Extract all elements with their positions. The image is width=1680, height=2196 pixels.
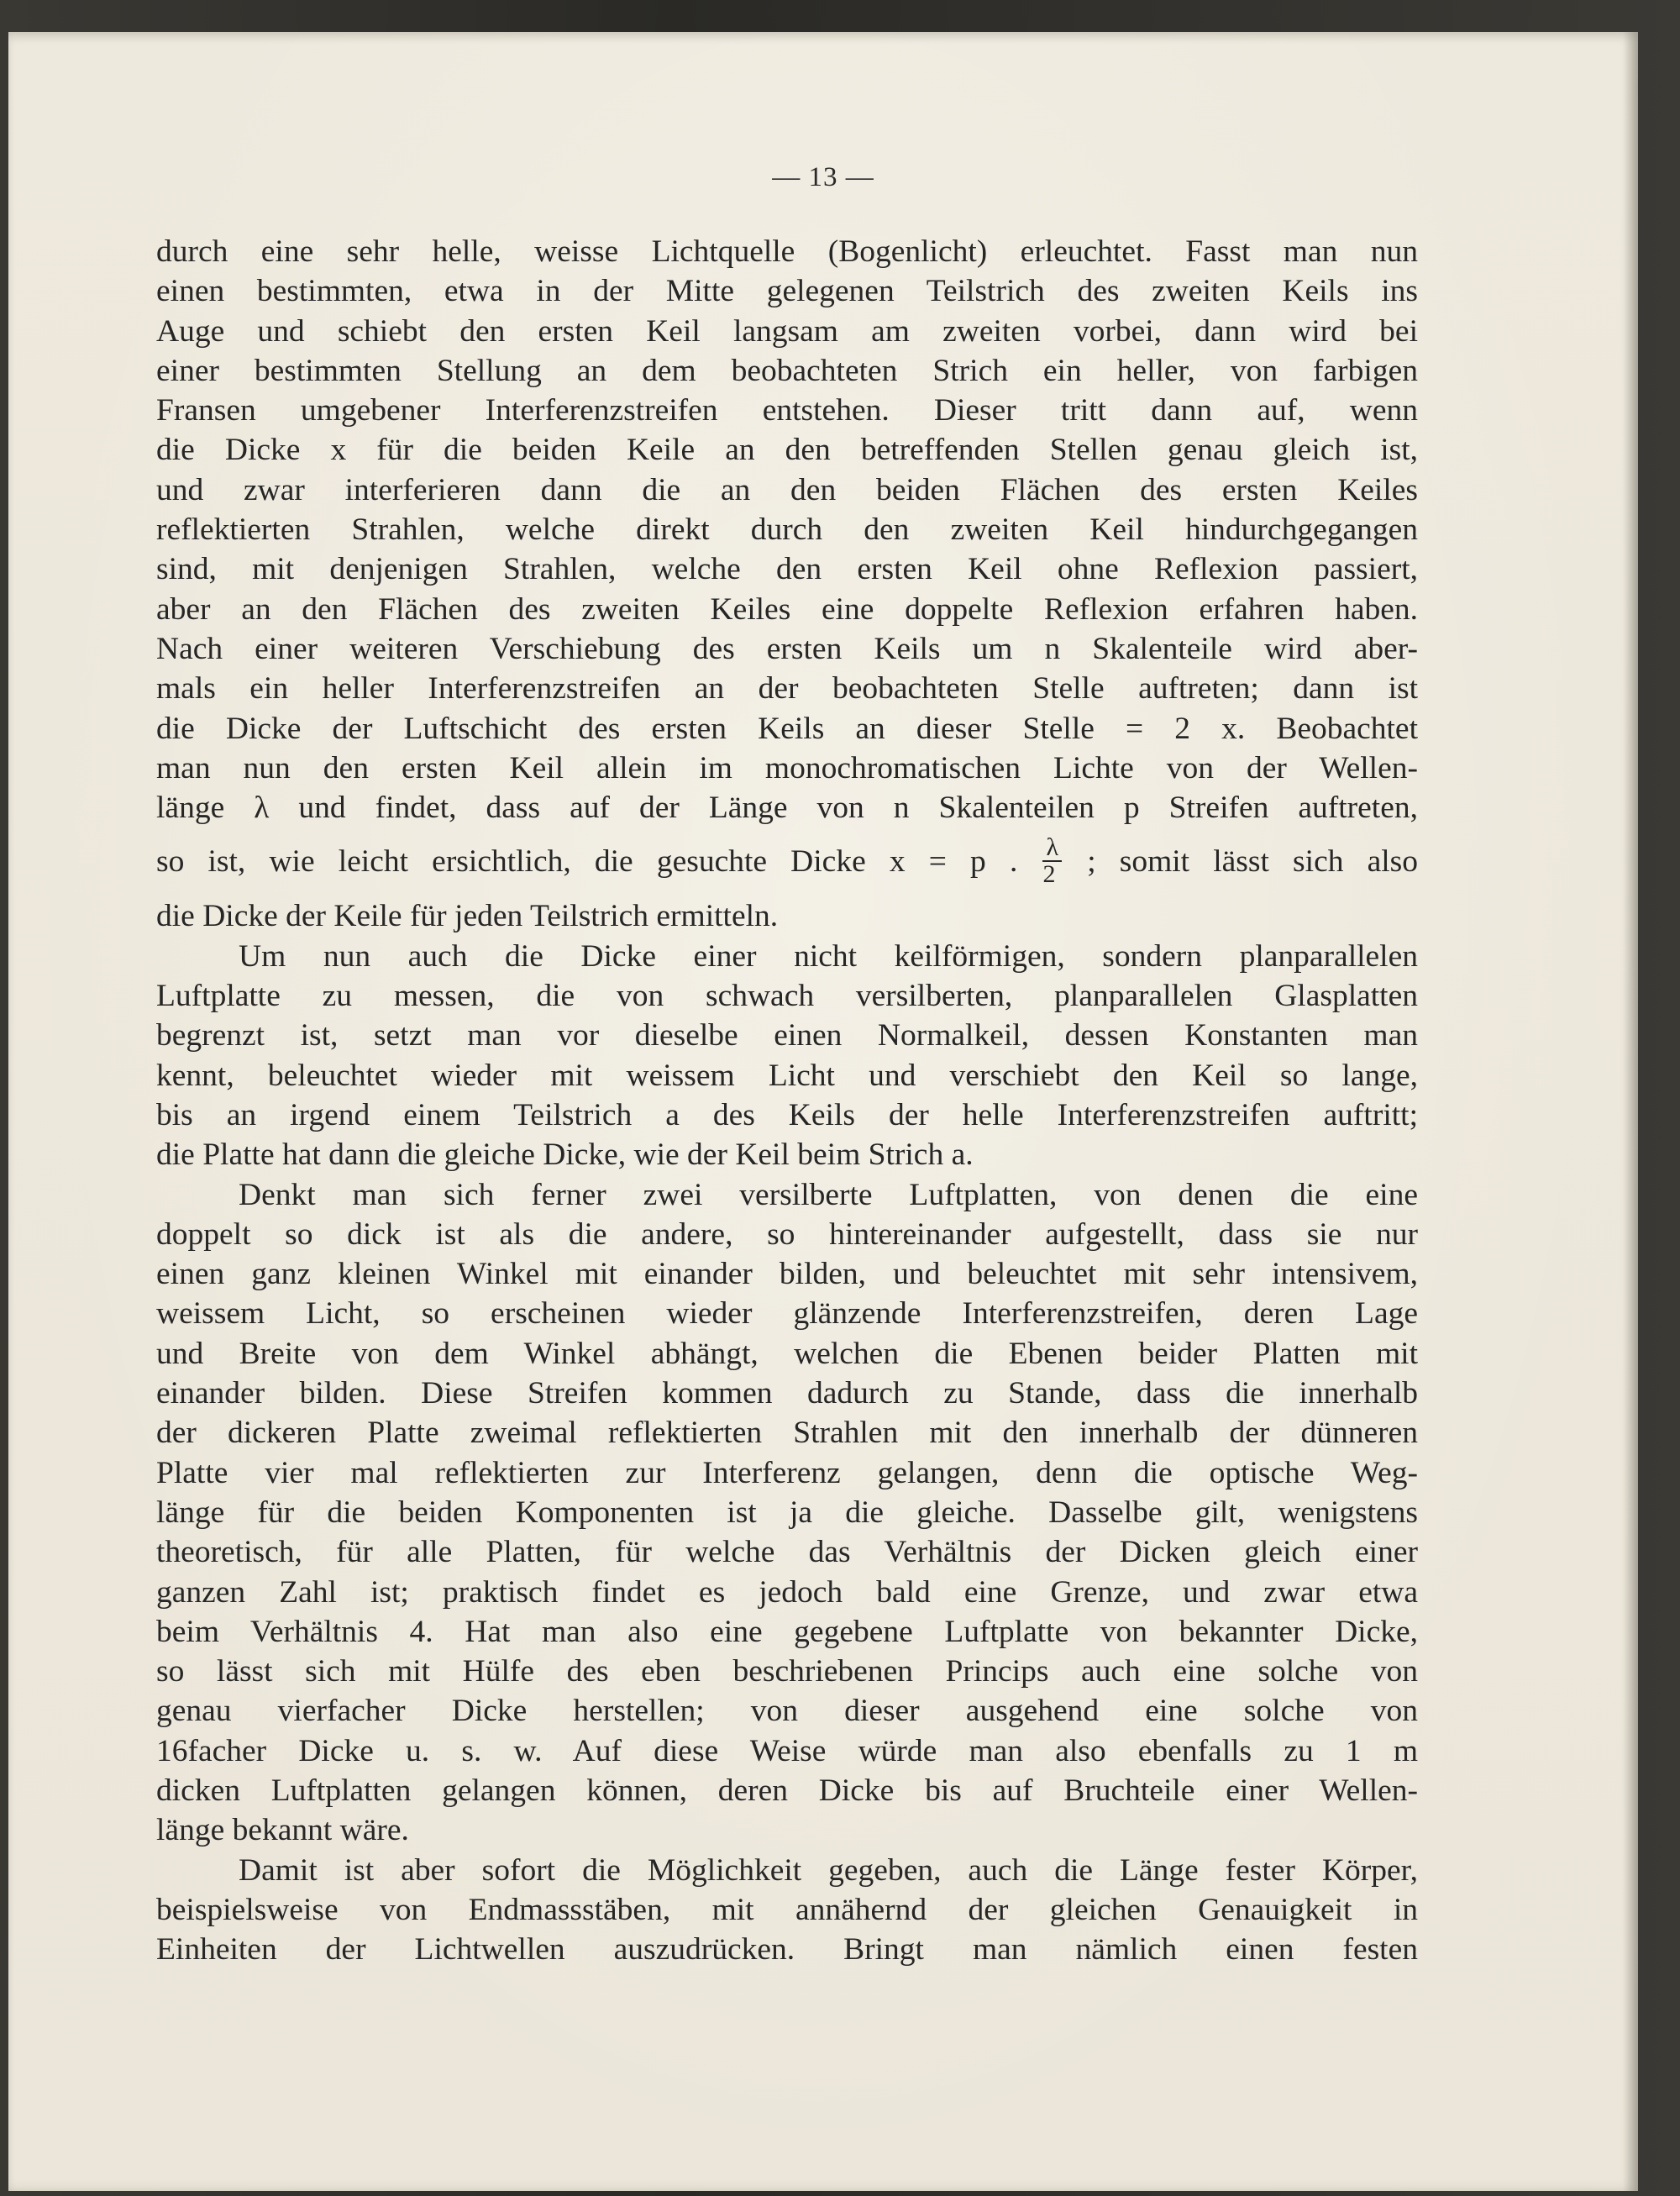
text-line: die Dicke der Keile für jeden Teilstrich ermitteln. — [156, 899, 779, 934]
text-line: und zwar interferieren dann die an den beiden Flächen des ersten Keiles — [156, 472, 1418, 507]
text-line: Fransen umgebener Interferenzstreifen entstehen. Dieser tritt dann auf, wenn — [156, 393, 1418, 428]
text-line: und Breite von dem Winkel abhängt, welchen die Ebenen beider Platten mit — [156, 1336, 1418, 1371]
text-line: beispielsweise von Endmassstäben, mit annähernd der gleichen Genauigkeit in — [156, 1892, 1418, 1927]
text-line: Damit ist aber sofort die Möglichkeit gegeben, auch die Länge fester Körper, — [239, 1852, 1418, 1888]
text-line: einen bestimmten, etwa in der Mitte gelegenen Teilstrich des zweiten Keils ins — [156, 274, 1418, 309]
text-line: länge bekannt wäre. — [156, 1813, 409, 1848]
text-line: reflektierten Strahlen, welche direkt durch den zweiten Keil hindurchgegangen — [156, 512, 1418, 548]
page-number: — 13 — — [772, 162, 874, 192]
text-line: Denkt man sich ferner zwei versilberte Luftplatten, von denen die eine — [239, 1177, 1418, 1212]
text-line: theoretisch, für alle Platten, für welche das Verhältnis der Dicken gleich einer — [156, 1535, 1418, 1570]
paragraph-4 — [156, 1851, 1418, 1970]
text-line: genau vierfacher Dicke herstellen; von dieser ausgehend eine solche von — [156, 1694, 1418, 1729]
text-line: dicken Luftplatten gelangen können, deren Dicke bis auf Bruchteile einer Wellen- — [156, 1773, 1418, 1808]
text-line: einen ganz kleinen Winkel mit einander bilden, und beleuchtet mit sehr intensivem, — [156, 1257, 1418, 1292]
text-line: so lässt sich mit Hülfe des eben beschriebenen Princips auch eine solche von — [156, 1654, 1418, 1689]
formula-line — [156, 827, 1418, 896]
text-line: die Dicke der Luftschicht des ersten Keils an dieser Stelle = 2 x. Beobachtet — [156, 711, 1418, 746]
text-line: beim Verhältnis 4. Hat man also eine gegebene Luftplatte von bekannter Dicke, — [156, 1614, 1418, 1649]
text-line: begrenzt ist, setzt man vor dieselbe einen Normalkeil, dessen Konstanten man — [156, 1018, 1418, 1053]
page-fold-shadow — [1623, 32, 1638, 2191]
text-line: mals ein heller Interferenzstreifen an der beobachteten Stelle auftreten; dann ist — [156, 671, 1418, 707]
formula-line-end: ; somit lässt sich also — [1087, 844, 1419, 880]
fraction-lambda-over-two — [1042, 835, 1062, 887]
text-line: der dickeren Platte zweimal reflektierten Strahlen mit den innerhalb der dünneren — [156, 1416, 1418, 1451]
text-line: Luftplatte zu messen, die von schwach versilberten, planparallelen Glasplatten — [156, 979, 1418, 1014]
text-line: bis an irgend einem Teilstrich a des Keils der helle Interferenzstreifen auftritt; — [156, 1097, 1418, 1132]
text-line: doppelt so dick ist als die andere, so hintereinander aufgestellt, dass sie nur — [156, 1216, 1418, 1252]
fraction-numerator: λ — [1042, 835, 1062, 862]
text-line: man nun den ersten Keil allein im monochromatischen Lichte von der Wellen- — [156, 750, 1418, 785]
body-text — [156, 232, 1418, 1969]
text-line: kennt, beleuchtet wieder mit weissem Licht und verschiebt den Keil so lange, — [156, 1058, 1418, 1093]
text-line: Nach einer weiteren Verschiebung des ersten Keils um n Skalenteile wird aber- — [156, 631, 1418, 666]
book-page — [8, 32, 1638, 2191]
paragraph-3 — [156, 1175, 1418, 1851]
text-line: 16facher Dicke u. s. w. Auf diese Weise würde man also ebenfalls zu 1 m — [156, 1733, 1418, 1768]
text-line: einander bilden. Diese Streifen kommen dadurch zu Stande, dass die innerhalb — [156, 1376, 1418, 1411]
text-line: ganzen Zahl ist; praktisch findet es jedoch bald eine Grenze, und zwar etwa — [156, 1574, 1418, 1610]
text-line: durch eine sehr helle, weisse Lichtquelle (Bogenlicht) erleuchtet. Fasst man nun — [156, 234, 1418, 269]
paragraph-2 — [156, 937, 1418, 1175]
text-line: Einheiten der Lichtwellen auszudrücken. Bringt man nämlich einen festen — [156, 1932, 1418, 1967]
formula-line-start: so ist, wie leicht ersichtlich, die gesuchte Dicke x = p . — [156, 844, 1018, 880]
text-line: die Dicke x für die beiden Keile an den betreffenden Stellen genau gleich ist, — [156, 433, 1418, 468]
fraction-denominator: 2 — [1042, 859, 1056, 888]
text-line: aber an den Flächen des zweiten Keiles eine doppelte Reflexion erfahren haben. — [156, 591, 1418, 627]
text-line: länge λ und findet, dass auf der Länge von n Skalenteilen p Streifen auftreten, — [156, 791, 1418, 826]
text-line: die Platte hat dann die gleiche Dicke, wie der Keil beim Strich a. — [156, 1137, 974, 1173]
text-line: sind, mit denjenigen Strahlen, welche den ersten Keil ohne Reflexion passiert, — [156, 552, 1418, 587]
text-line: Auge und schiebt den ersten Keil langsam am zweiten vorbei, dann wird bei — [156, 313, 1418, 349]
text-line: einer bestimmten Stellung an dem beobachteten Strich ein heller, von farbigen — [156, 353, 1418, 388]
text-line: weissem Licht, so erscheinen wieder glänzende Interferenzstreifen, deren Lage — [156, 1296, 1418, 1332]
text-line: Platte vier mal reflektierten zur Interferenz gelangen, denn die optische Weg- — [156, 1455, 1418, 1490]
paragraph-1 — [156, 232, 1418, 937]
text-line: Um nun auch die Dicke einer nicht keilförmigen, sondern planparallelen — [239, 938, 1418, 974]
text-line: länge für die beiden Komponenten ist ja die gleiche. Dasselbe gilt, wenigstens — [156, 1495, 1418, 1530]
